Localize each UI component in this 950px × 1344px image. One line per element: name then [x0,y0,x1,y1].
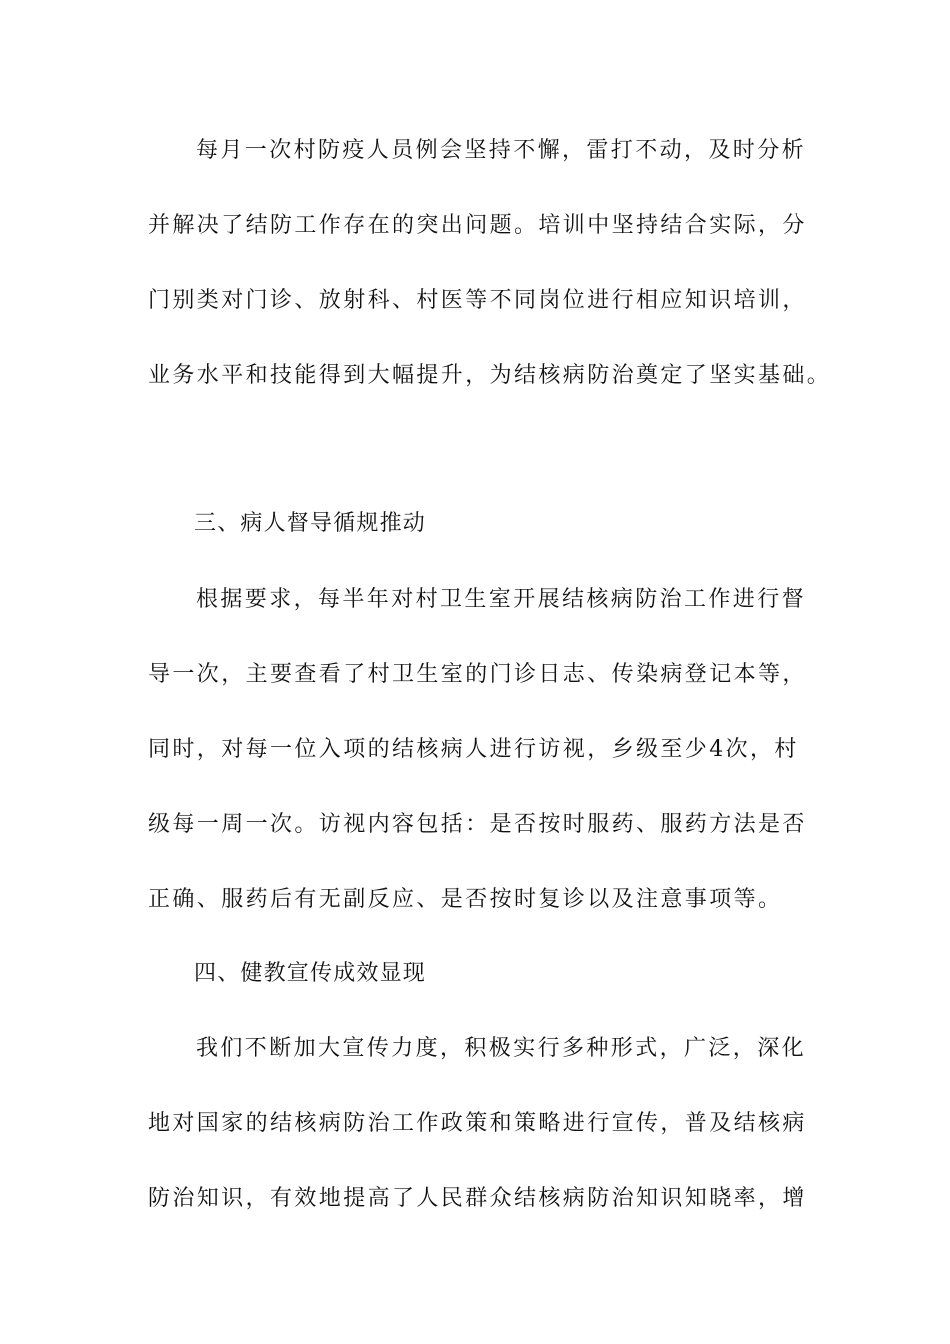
paragraph-line: 导一次，主要查看了村卫生室的门诊日志、传染病登记本等， [148,662,807,687]
paragraph-line: 每月一次村防疫人员例会坚持不懈，雷打不动，及时分析 [196,138,807,163]
paragraph-line: 门别类对门诊、放射科、村医等不同岗位进行相应知识培训， [148,288,807,313]
section-heading: 三、病人督导循规推动 [194,511,427,536]
paragraph-line: 级每一周一次。访视内容包括：是否按时服药、服药方法是否 [148,812,807,837]
section-heading: 四、健教宣传成效显现 [194,961,427,986]
paragraph-line: 根据要求，每半年对村卫生室开展结核病防治工作进行督 [196,587,807,612]
paragraph-line: 并解决了结防工作存在的突出问题。培训中坚持结合实际，分 [148,213,807,238]
paragraph-line: 我们不断加大宣传力度，积极实行多种形式，广泛，深化 [196,1036,807,1061]
paragraph-line: 防治知识，有效地提高了人民群众结核病防治知识知晓率，增 [148,1186,807,1211]
paragraph-line: 正确、服药后有无副反应、是否按时复诊以及注意事项等。 [148,887,783,912]
paragraph-line: 业务水平和技能得到大幅提升，为结核病防治奠定了坚实基础。 [148,363,832,388]
paragraph-line: 同时，对每一位入项的结核病人进行访视，乡级至少4次，村 [148,737,799,762]
paragraph-line: 地对国家的结核病防治工作政策和策略进行宣传，普及结核病 [148,1111,807,1136]
